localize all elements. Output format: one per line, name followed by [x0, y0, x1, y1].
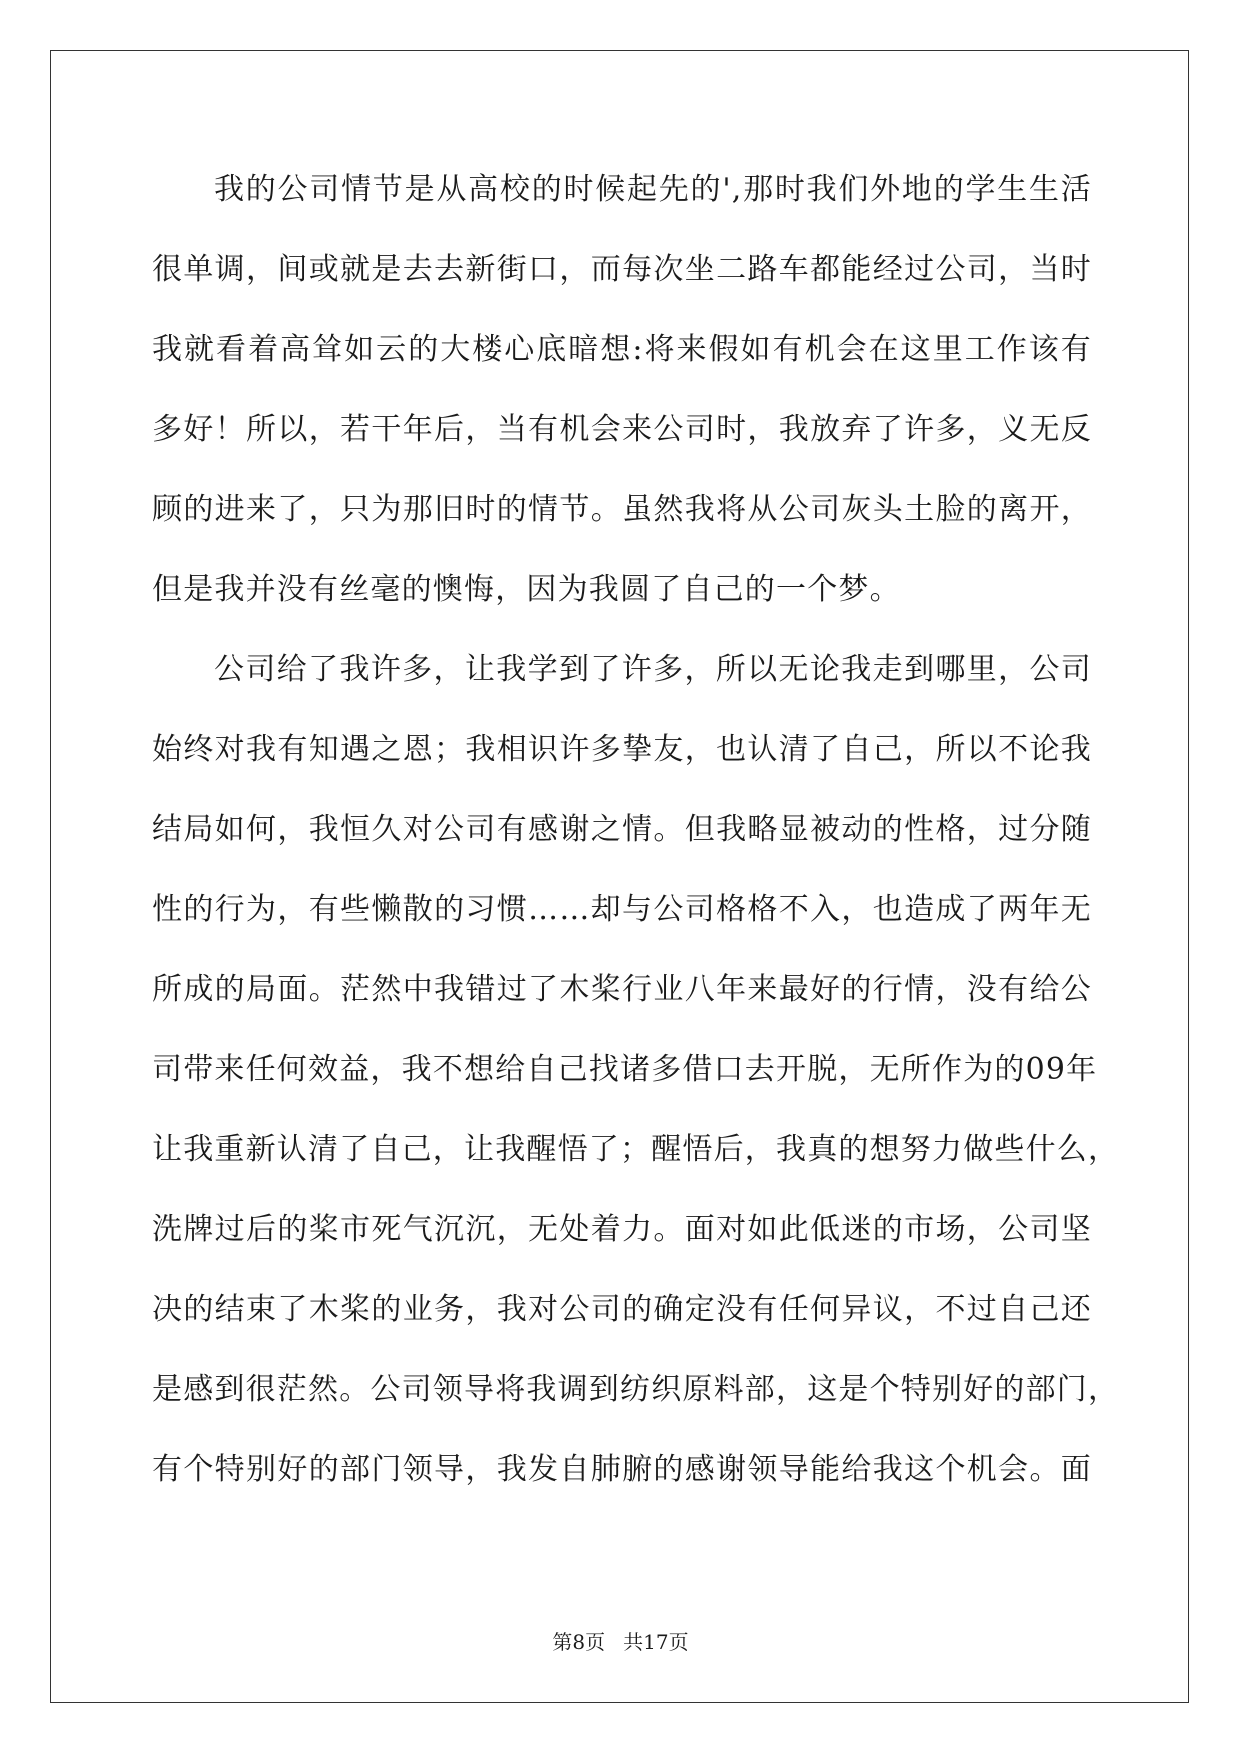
- text-line: 是感到很茫然。公司领导将我调到纺织原料部，这是个特别好的部门，: [152, 1372, 1120, 1407]
- text-line: 我的公司情节是从高校的时候起先的',那时我们外地的学生生活: [214, 172, 1092, 207]
- text-line: 性的行为，有些懒散的习惯……却与公司格格不入，也造成了两年无: [152, 892, 1092, 927]
- text-line: 有个特别好的部门领导，我发自肺腑的感谢领导能给我这个机会。面: [152, 1452, 1092, 1487]
- text-line: 顾的进来了，只为那旧时的情节。虽然我将从公司灰头土脸的离开，: [152, 492, 1092, 527]
- paragraph-1: [152, 166, 1092, 646]
- document-body: [152, 166, 1120, 1526]
- text-line: 所成的局面。茫然中我错过了木桨行业八年来最好的行情，没有给公: [152, 972, 1092, 1007]
- text-line: 结局如何，我恒久对公司有感谢之情。但我略显被动的性格，过分随: [152, 812, 1092, 847]
- page-footer: [0, 1628, 1241, 1656]
- total-pages-label: 共17页: [623, 1630, 689, 1654]
- text-line: 让我重新认清了自己，让我醒悟了；醒悟后，我真的想努力做些什么，: [152, 1132, 1120, 1167]
- text-line: 但是我并没有丝毫的懊悔，因为我圆了自己的一个梦。: [152, 572, 901, 607]
- current-page-label: 第8页: [552, 1630, 606, 1654]
- text-line: 始终对我有知遇之恩；我相识许多挚友，也认清了自己，所以不论我: [152, 732, 1092, 767]
- text-line: 洗牌过后的桨市死气沉沉，无处着力。面对如此低迷的市场，公司坚: [152, 1212, 1092, 1247]
- text-line: 我就看着高耸如云的大楼心底暗想:将来假如有机会在这里工作该有: [152, 332, 1092, 367]
- text-line: 决的结束了木桨的业务，我对公司的确定没有任何异议，不过自己还: [152, 1292, 1092, 1327]
- text-line: 司带来任何效益，我不想给自己找诸多借口去开脱，无所作为的09年: [152, 1052, 1098, 1087]
- paragraph-2: [152, 646, 1120, 1526]
- text-line: 很单调，间或就是去去新街口，而每次坐二路车都能经过公司，当时: [152, 252, 1092, 287]
- text-line: 多好！所以，若干年后，当有机会来公司时，我放弃了许多，义无反: [152, 412, 1092, 447]
- text-line: 公司给了我许多，让我学到了许多，所以无论我走到哪里，公司: [214, 652, 1092, 687]
